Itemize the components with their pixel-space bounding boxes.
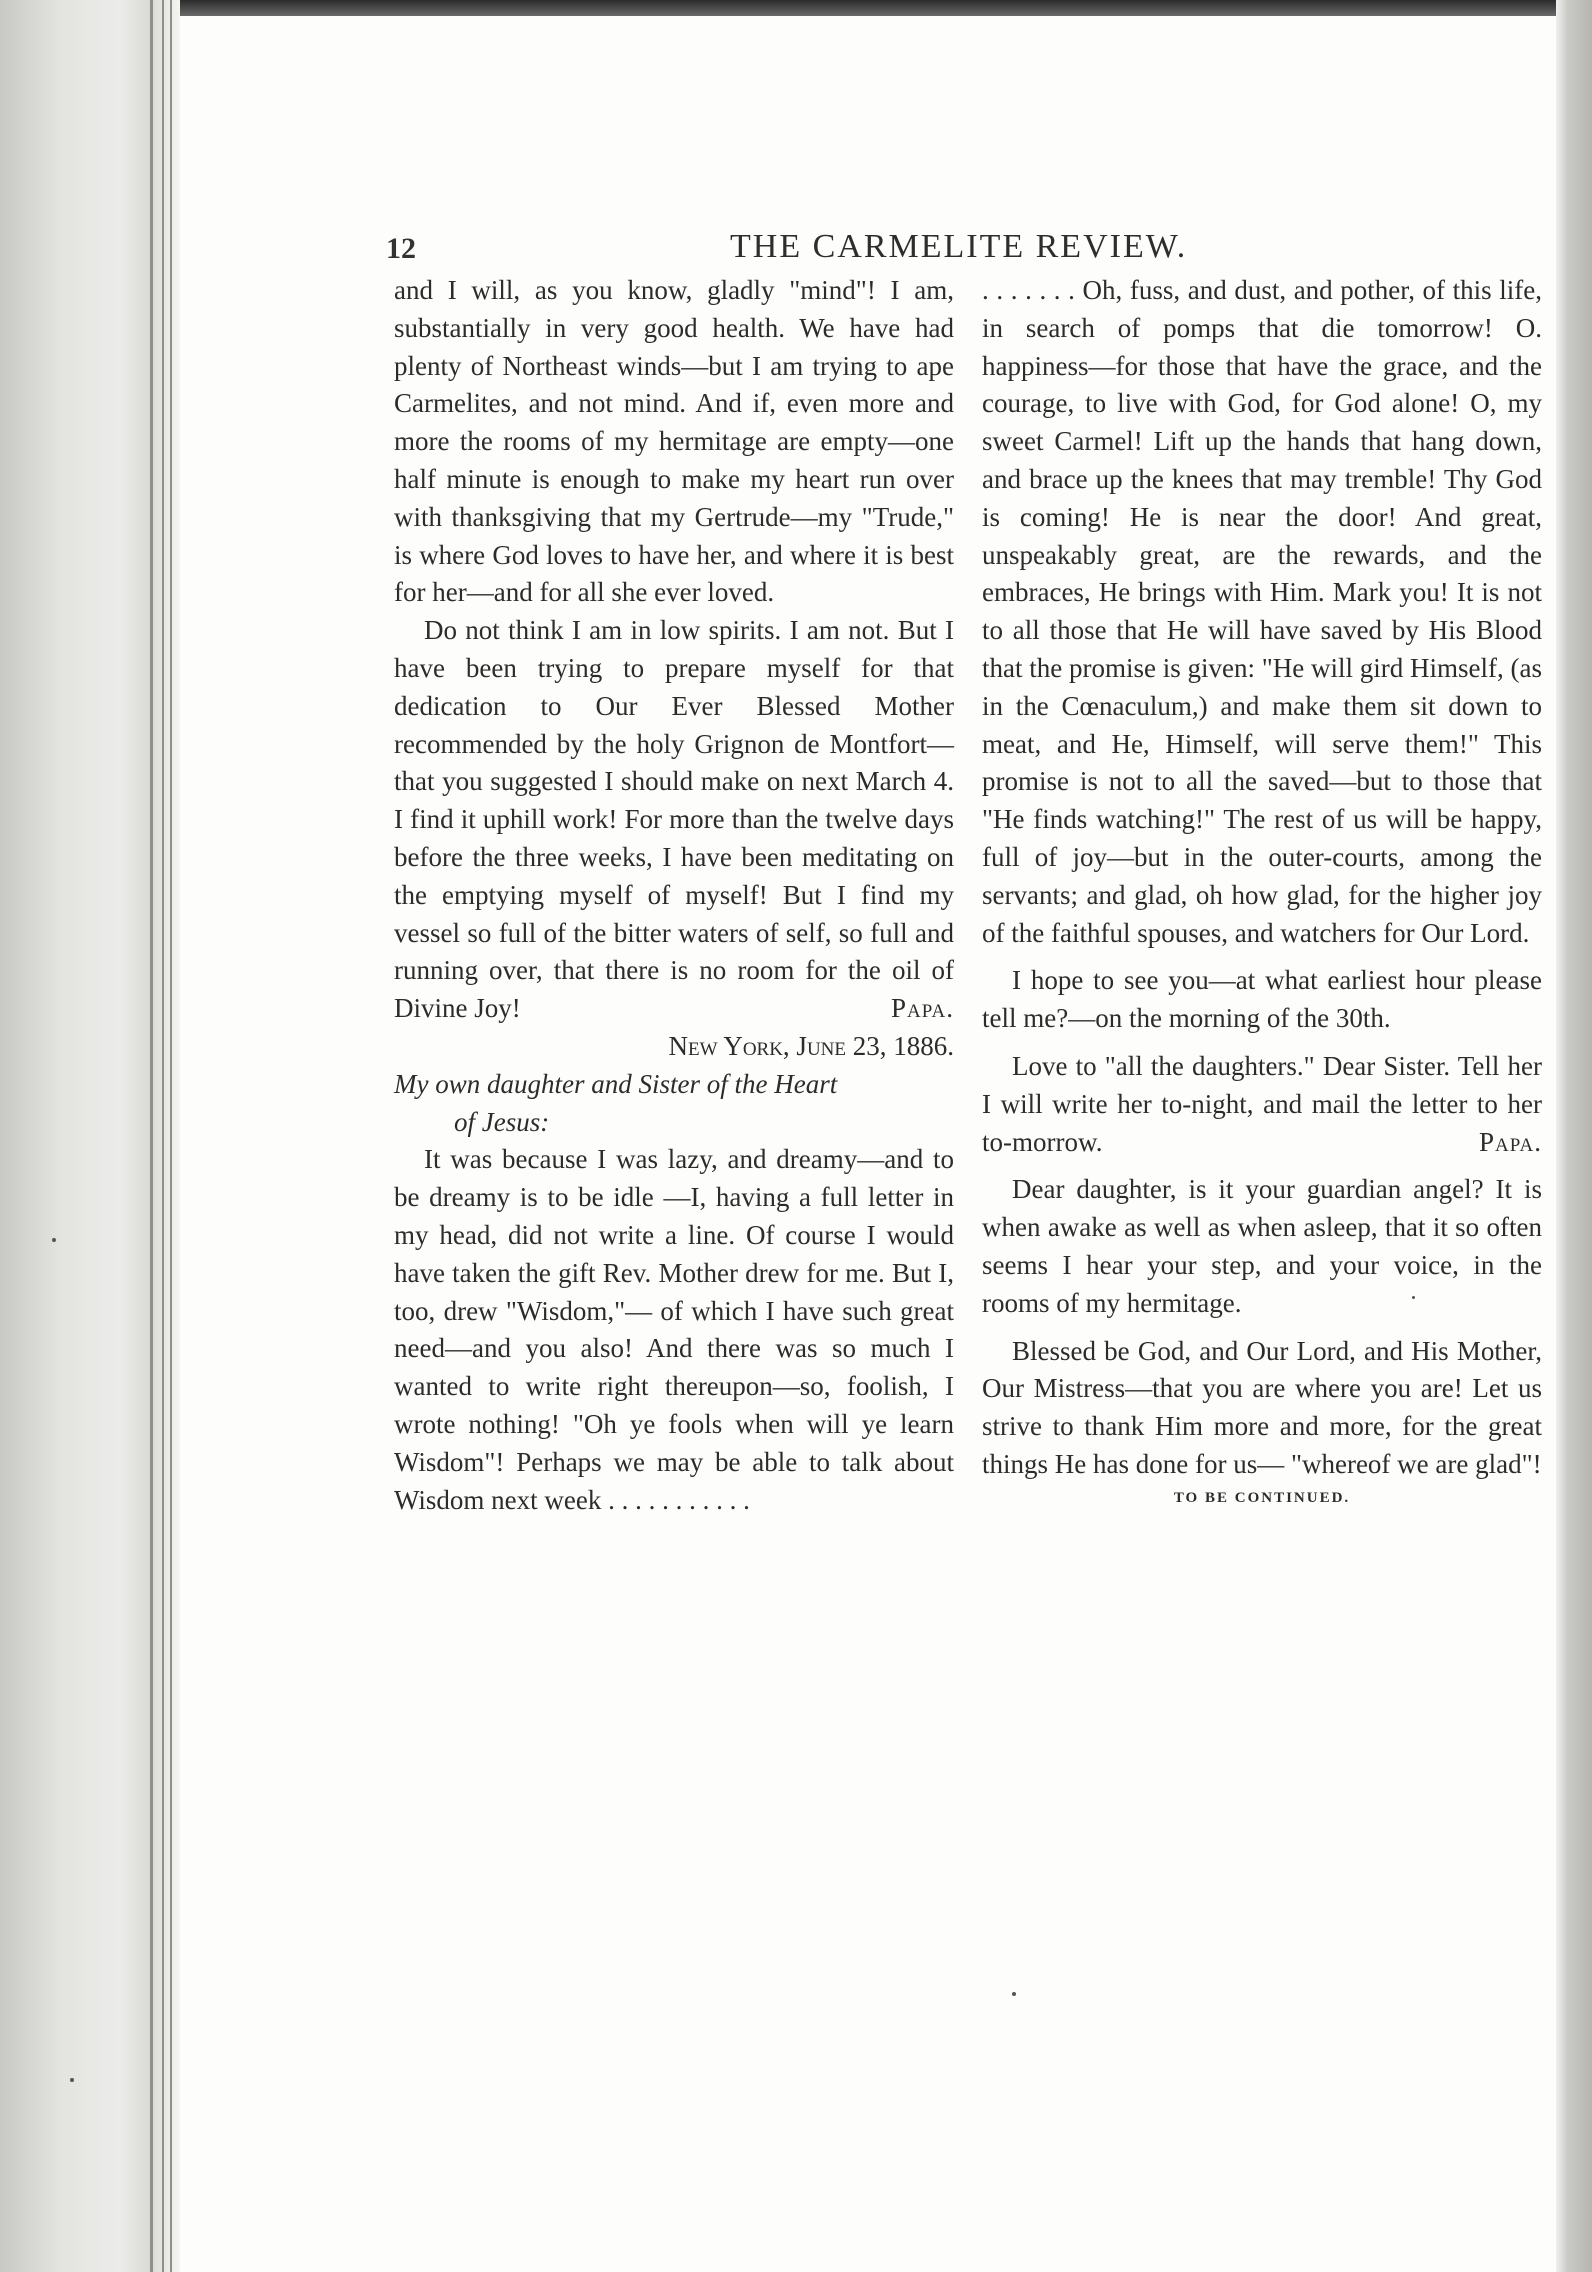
right-paragraph-5: Blessed be God, and Our Lord, and His Mother, Our Mistress—that you are where you are! Let us strive to thank Him more and more, for the great things He has done for us— "whereof we are glad"! [982,1335,1542,1479]
gutter-line [162,0,164,2272]
scan-speck [70,2078,74,2082]
left-column [394,272,954,1519]
dateline: New York, June 23, 1886. [668,1030,954,1061]
salutation-line-2: of Jesus: [454,1106,550,1137]
to-be-continued: TO BE CONTINUED. [1173,1489,1351,1506]
gutter-line [170,0,172,2272]
page-right-edge [1556,0,1592,2272]
right-paragraph-2: I hope to see you—at what earliest hour please tell me?—on the morning of the 30th. [982,965,1542,1034]
salutation-line-1: My own daughter and Sister of the Heart [394,1068,838,1099]
right-paragraph-4: Dear daughter, is it your guardian angel? It is when awake as well as when asleep, that it so often seems I hear your step, and your voice, in the rooms of my hermitage. [982,1174,1542,1318]
scan-top-border [0,0,1592,16]
signature-papa-2: Papa. [1478,1126,1542,1157]
book-gutter [0,0,180,2272]
scan-speck [52,1238,56,1242]
left-paragraph-2 [394,612,954,1028]
scan-speck [1012,1992,1016,1996]
running-title: THE CARMELITE REVIEW. [730,228,1188,265]
left-paragraph-3: It was because I was lazy, and dreamy—and to be dreamy is to be idle —I, having a full letter in my head, did not write a line. Of course I would have taken the gift Rev. Mother drew for me. But I, too, drew "Wisdom,"— of which I have such great need—and you also! And there was so much I wanted to write right thereupon—so, foolish, I wrote nothing! "Oh ye fools when will ye learn Wisdom"! Perhaps we may be able to talk about Wisdom next week . . . . . . . . . . . [394,1144,954,1515]
right-paragraph-3-text: Love to "all the daughters." Dear Sister. Tell her I will write her to-night, and mail the letter to her to-morrow. [982,1050,1542,1157]
left-paragraph-2-text: Do not think I am in low spirits. I am not. But I have been trying to prepare myself for that dedication to Our Ever Blessed Mother recommended by the holy Grignon de Montfort—that you suggested I should make on next March 4. I find it uphill work! For more than the twelve days before the three weeks, I have been meditating on the emptying myself of myself! But I find my vessel so full of the bitter waters of self, so full and running over, that there is no room for the oil of Divine Joy! [394,615,954,1024]
left-paragraph-1: and I will, as you know, gladly "mind"! I am, substantially in very good health. We have had plenty of Northeast winds—but I am trying to ape Carmelites, and not mind. And if, even more and more the rooms of my hermitage are empty—one half minute is enough to make my heart run over with thanksgiving that my Gertrude—my "Trude," is where God loves to have her, and where it is best for her—and for all she ever loved. [394,275,954,608]
page-number: 12 [386,232,416,265]
gutter-line [150,0,153,2272]
right-column [982,272,1542,1508]
scan-speck [1412,1296,1415,1299]
signature-papa-1: Papa. [890,993,954,1024]
right-paragraph-1: . . . . . . . Oh, fuss, and dust, and pother, of this life, in search of pomps that die tomorrow! O. happiness—for those that have the grace, and the courage, to live with God, for God alone! O, my sweet Carmel! Lift up the hands that hang down, and brace up the knees that may tremble! Thy God is coming! He is near the door! And great, unspeakably great, are the rewards, and the embraces, He brings with Him. Mark you! It is not to all those that He will have saved by His Blood that the promise is given: "He will gird Himself, (as in the Cœnaculum,) and make them sit down to meat, and He, Himself, will serve them!" This promise is not to all the saved—but to those that "He finds watching!" The rest of us will be happy, full of joy—but in the outer-courts, among the servants; and glad, oh how glad, for the higher joy of the faithful spouses, and watchers for Our Lord. [982,275,1542,948]
salutation [394,1066,954,1142]
right-paragraph-3 [982,1048,1542,1161]
